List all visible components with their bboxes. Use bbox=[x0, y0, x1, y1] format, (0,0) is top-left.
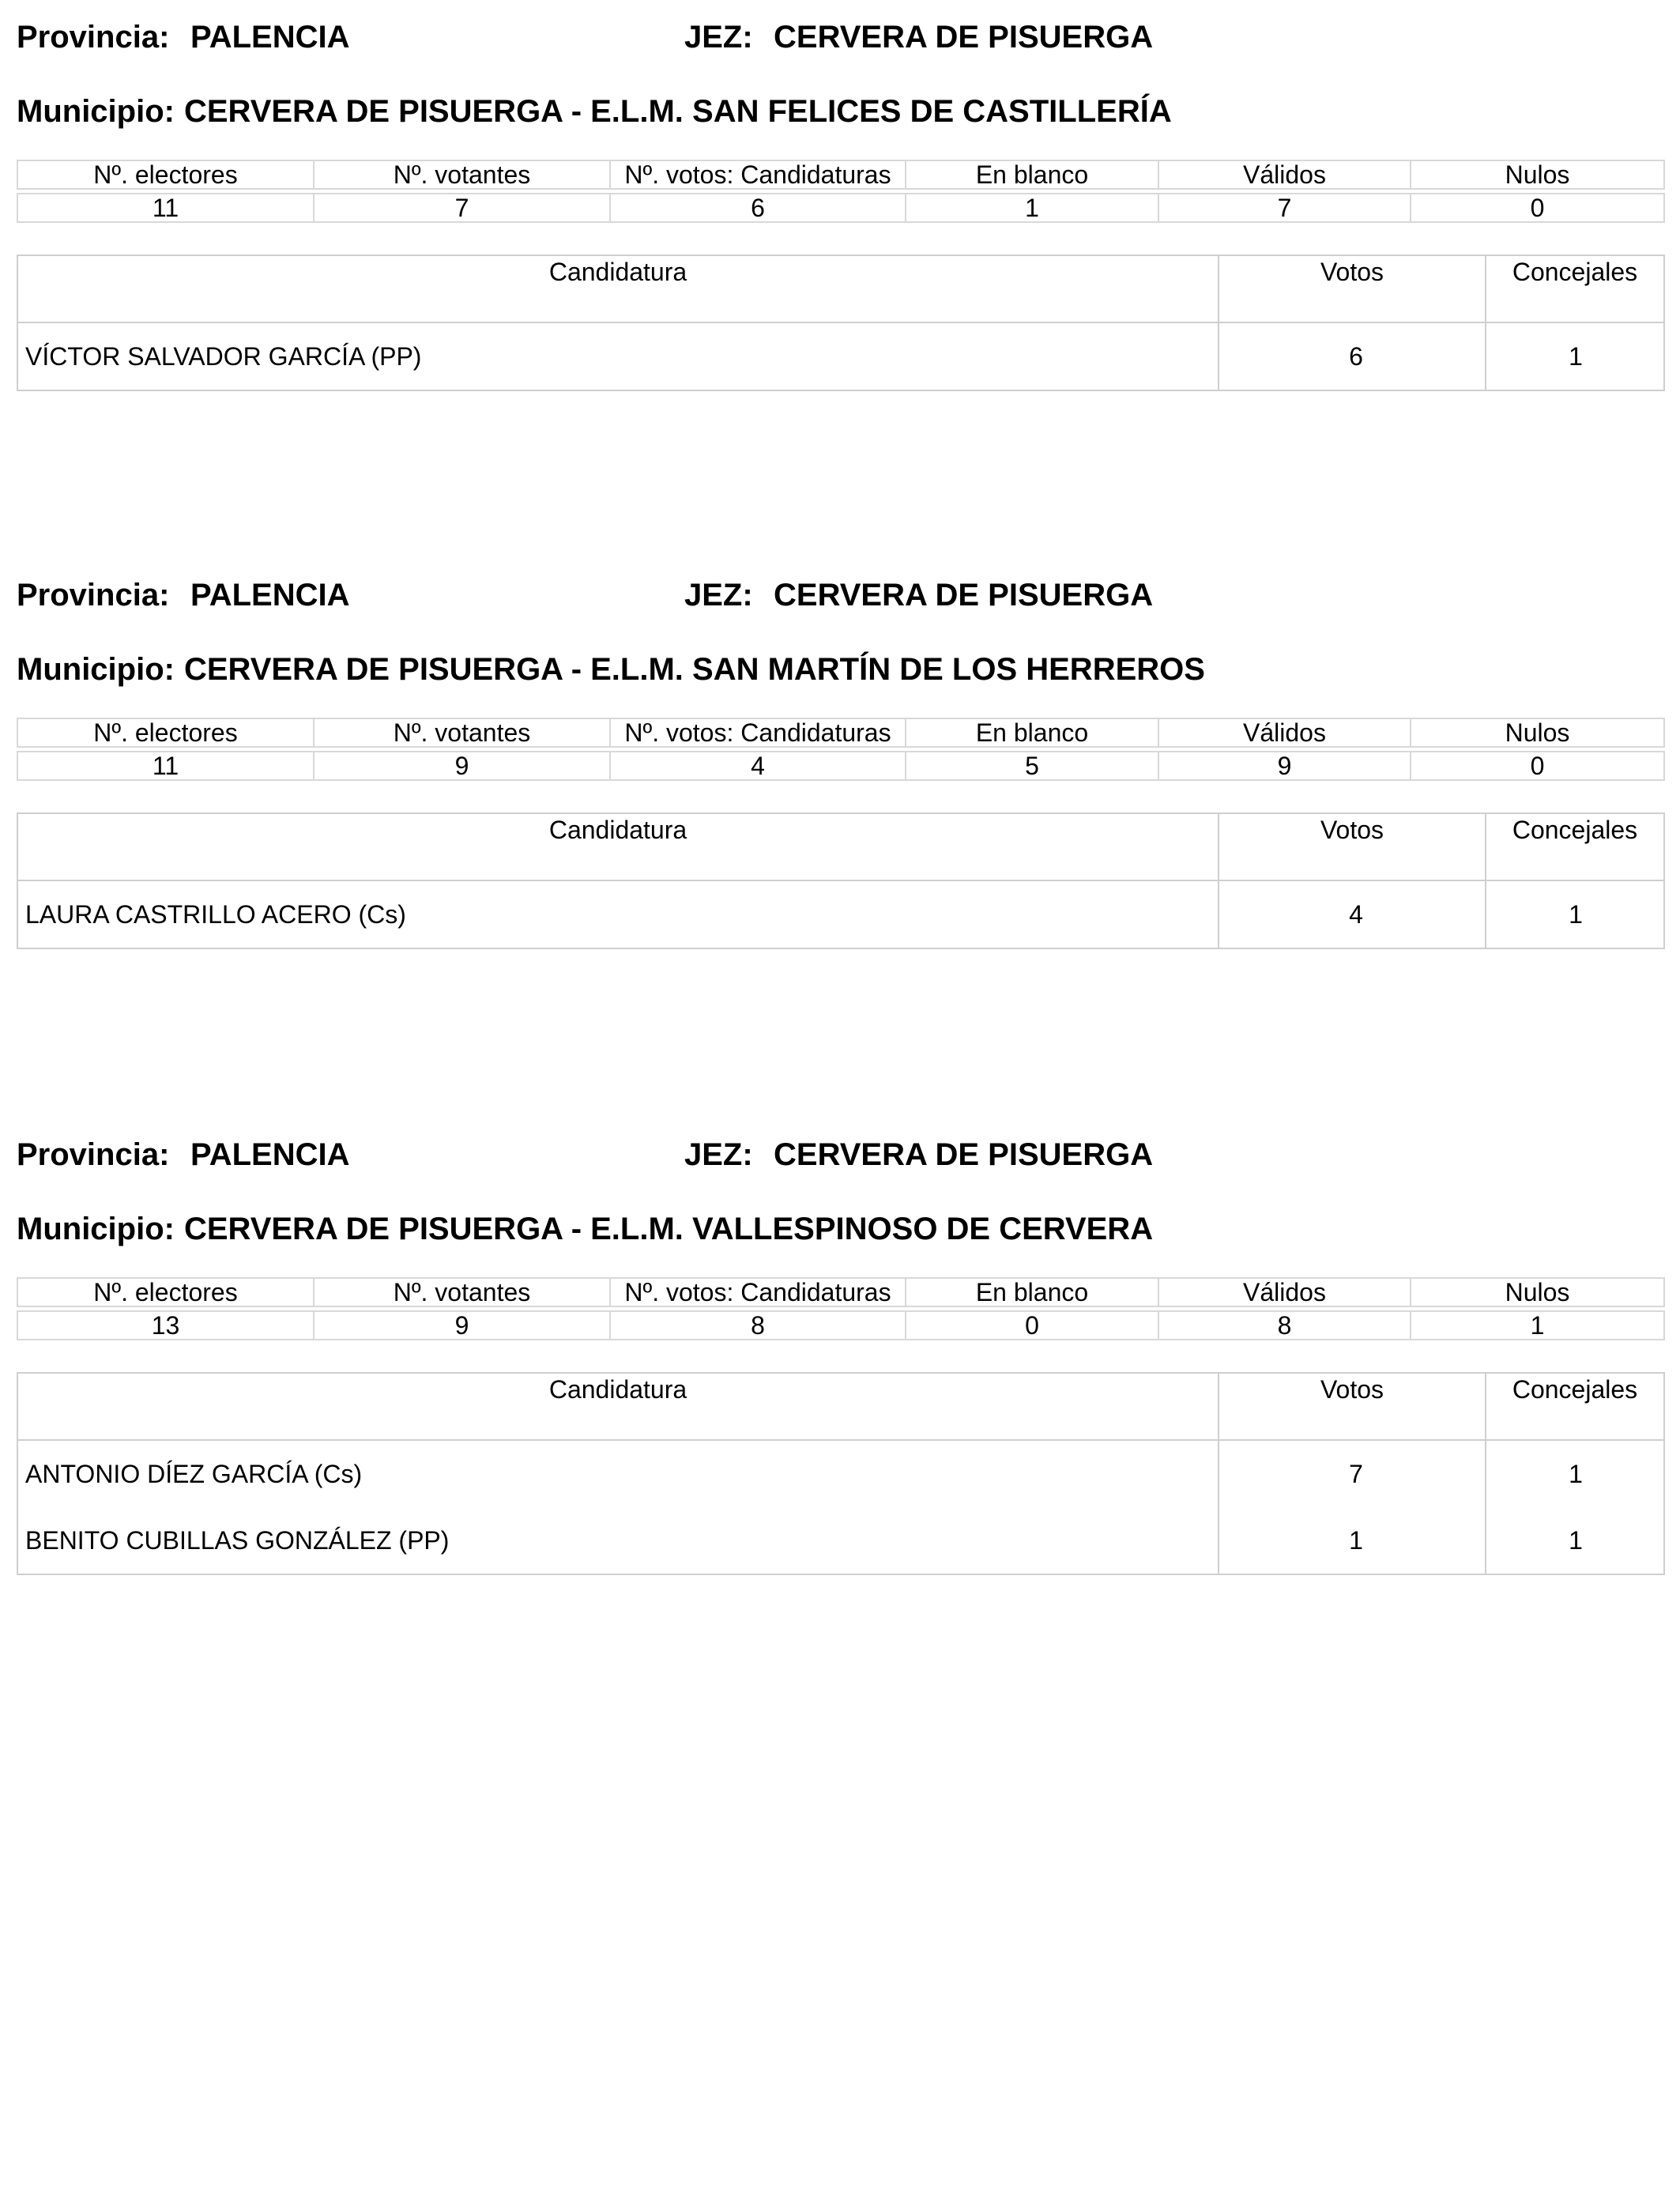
municipio-label: Municipio: bbox=[17, 1212, 175, 1246]
votos-header: Votos bbox=[1219, 1373, 1486, 1440]
provincia-value: PALENCIA bbox=[190, 20, 350, 55]
summary-value-cell: 9 bbox=[1158, 752, 1411, 780]
summary-table bbox=[17, 1277, 1665, 1340]
jez-value: CERVERA DE PISUERGA bbox=[774, 20, 1154, 55]
candidate-concejales: 1 bbox=[1486, 880, 1664, 948]
municipio-value: CERVERA DE PISUERGA - E.L.M. SAN FELICES DE CASTILLERÍA bbox=[183, 94, 1172, 129]
candidate-row bbox=[17, 322, 1664, 390]
summary-header-cell: En blanco bbox=[906, 718, 1158, 747]
candidate-votos: 1 bbox=[1219, 1507, 1486, 1574]
candidate-concejales: 1 bbox=[1486, 1440, 1664, 1507]
concejales-header: Concejales bbox=[1486, 1373, 1664, 1440]
summary-value-cell: 1 bbox=[1411, 1311, 1664, 1340]
summary-value-cell: 7 bbox=[314, 194, 610, 222]
candidatura-header: Candidatura bbox=[17, 1373, 1219, 1440]
municipio-label: Municipio: bbox=[17, 652, 175, 687]
summary-header-cell: Nº. votos: Candidaturas bbox=[610, 718, 906, 747]
summary-value-cell: 7 bbox=[1158, 194, 1411, 222]
provincia-label: Provincia: bbox=[17, 20, 170, 55]
summary-header-cell: Nº. votantes bbox=[314, 718, 610, 747]
summary-value-cell: 5 bbox=[906, 752, 1158, 780]
summary-header-cell: Nulos bbox=[1411, 1278, 1664, 1306]
summary-value-cell: 11 bbox=[17, 194, 314, 222]
summary-header-cell: Nº. votantes bbox=[314, 1278, 610, 1306]
provincia-label: Provincia: bbox=[17, 1137, 170, 1172]
candidate-votos: 7 bbox=[1219, 1440, 1486, 1507]
candidate-concejales: 1 bbox=[1486, 1507, 1664, 1574]
summary-header-cell: Nº. votos: Candidaturas bbox=[610, 160, 906, 189]
concejales-header: Concejales bbox=[1486, 255, 1664, 322]
candidate-row bbox=[17, 1440, 1664, 1507]
summary-header-row bbox=[17, 160, 1664, 189]
summary-header-cell: Válidos bbox=[1158, 160, 1411, 189]
candidates-table bbox=[17, 254, 1665, 391]
jez-value: CERVERA DE PISUERGA bbox=[774, 578, 1154, 613]
summary-value-cell: 0 bbox=[1411, 752, 1664, 780]
jez-label: JEZ: bbox=[684, 1137, 753, 1172]
municipio-line bbox=[17, 1209, 1663, 1249]
summary-header-cell: Nulos bbox=[1411, 160, 1664, 189]
summary-header-cell: En blanco bbox=[906, 160, 1158, 189]
candidatura-header: Candidatura bbox=[17, 813, 1219, 880]
summary-header-cell: Nº. votos: Candidaturas bbox=[610, 1278, 906, 1306]
candidate-row bbox=[17, 1507, 1664, 1574]
candidate-name: VÍCTOR SALVADOR GARCÍA (PP) bbox=[17, 322, 1219, 390]
summary-header-cell: Nulos bbox=[1411, 718, 1664, 747]
candidate-concejales: 1 bbox=[1486, 322, 1664, 390]
summary-value-cell: 8 bbox=[610, 1311, 906, 1340]
candidates-header-row bbox=[17, 813, 1664, 880]
summary-value-cell: 0 bbox=[906, 1311, 1158, 1340]
summary-value-cell: 8 bbox=[1158, 1311, 1411, 1340]
summary-header-cell: Nº. electores bbox=[17, 160, 314, 189]
jez-value: CERVERA DE PISUERGA bbox=[774, 1137, 1154, 1172]
summary-header-cell: Nº. electores bbox=[17, 1278, 314, 1306]
concejales-header: Concejales bbox=[1486, 813, 1664, 880]
municipio-value: CERVERA DE PISUERGA - E.L.M. VALLESPINOSO DE CERVERA bbox=[183, 1212, 1154, 1246]
provincia-value: PALENCIA bbox=[190, 578, 350, 613]
summary-value-row bbox=[17, 752, 1664, 780]
summary-value-row bbox=[17, 1311, 1664, 1340]
municipio-label: Municipio: bbox=[17, 94, 175, 129]
municipio-line bbox=[17, 92, 1663, 131]
candidates-header-row bbox=[17, 255, 1664, 322]
summary-header-cell: Nº. electores bbox=[17, 718, 314, 747]
summary-value-cell: 4 bbox=[610, 752, 906, 780]
summary-value-row bbox=[17, 194, 1664, 222]
candidate-name: LAURA CASTRILLO ACERO (Cs) bbox=[17, 880, 1219, 948]
summary-header-cell: Válidos bbox=[1158, 718, 1411, 747]
votos-header: Votos bbox=[1219, 813, 1486, 880]
summary-value-cell: 0 bbox=[1411, 194, 1664, 222]
candidates-header-row bbox=[17, 1373, 1664, 1440]
summary-header-row bbox=[17, 1278, 1664, 1306]
candidate-name: BENITO CUBILLAS GONZÁLEZ (PP) bbox=[17, 1507, 1219, 1574]
header-line bbox=[17, 1135, 1663, 1174]
candidatura-header: Candidatura bbox=[17, 255, 1219, 322]
summary-header-cell: Válidos bbox=[1158, 1278, 1411, 1306]
summary-value-cell: 1 bbox=[906, 194, 1158, 222]
candidate-name: ANTONIO DÍEZ GARCÍA (Cs) bbox=[17, 1440, 1219, 1507]
candidates-table bbox=[17, 1372, 1665, 1575]
summary-value-cell: 11 bbox=[17, 752, 314, 780]
votos-header: Votos bbox=[1219, 255, 1486, 322]
candidate-votos: 4 bbox=[1219, 880, 1486, 948]
jez-label: JEZ: bbox=[684, 20, 753, 55]
summary-value-cell: 9 bbox=[314, 1311, 610, 1340]
summary-value-cell: 6 bbox=[610, 194, 906, 222]
summary-header-cell: En blanco bbox=[906, 1278, 1158, 1306]
summary-header-row bbox=[17, 718, 1664, 747]
summary-table bbox=[17, 718, 1665, 781]
summary-table bbox=[17, 160, 1665, 223]
candidate-row bbox=[17, 880, 1664, 948]
summary-value-cell: 13 bbox=[17, 1311, 314, 1340]
candidates-table bbox=[17, 812, 1665, 949]
header-line bbox=[17, 17, 1663, 57]
summary-header-cell: Nº. votantes bbox=[314, 160, 610, 189]
municipio-line bbox=[17, 650, 1663, 689]
summary-value-cell: 9 bbox=[314, 752, 610, 780]
header-line bbox=[17, 575, 1663, 615]
municipio-value: CERVERA DE PISUERGA - E.L.M. SAN MARTÍN DE LOS HERREROS bbox=[183, 652, 1205, 687]
jez-label: JEZ: bbox=[684, 578, 753, 613]
provincia-value: PALENCIA bbox=[190, 1137, 350, 1172]
provincia-label: Provincia: bbox=[17, 578, 170, 613]
candidate-votos: 6 bbox=[1219, 322, 1486, 390]
